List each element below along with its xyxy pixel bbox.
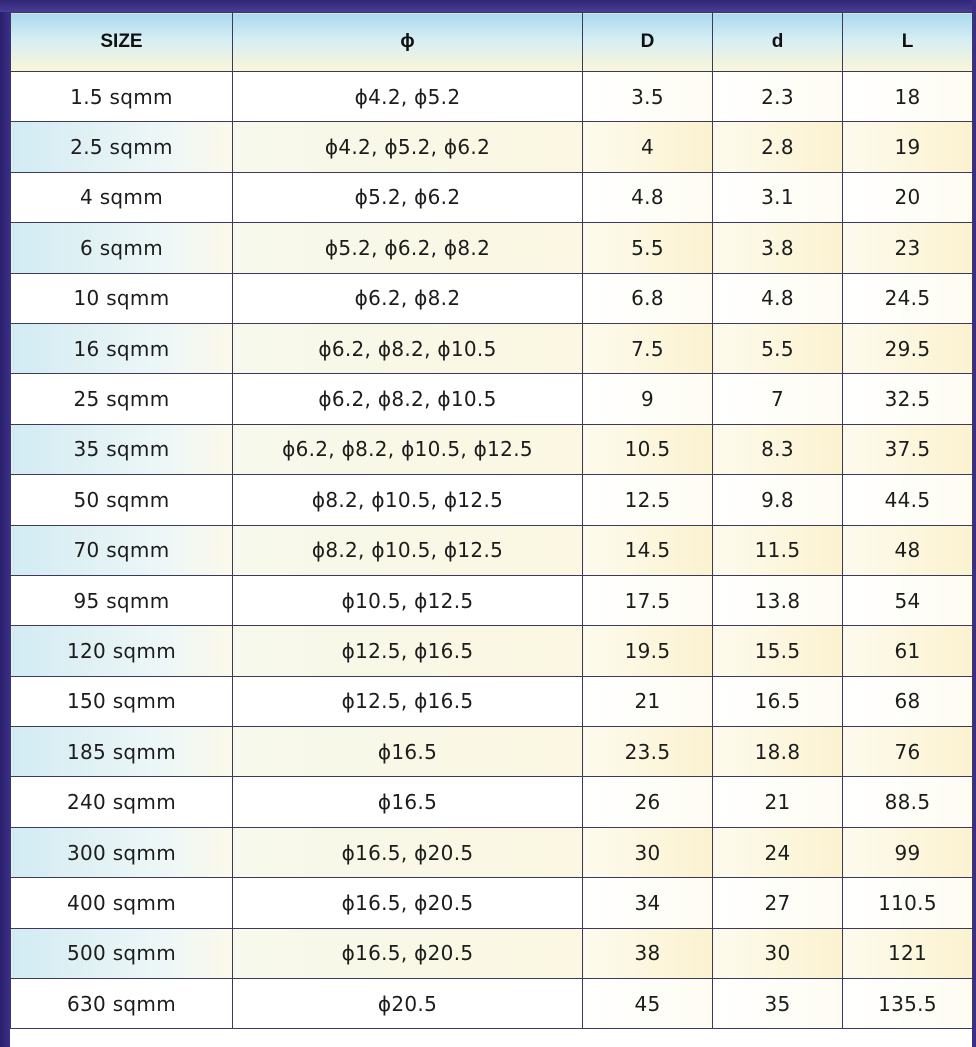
cell-phi: ϕ16.5, ϕ20.5 xyxy=(233,827,583,877)
column-header-D: D xyxy=(583,13,713,72)
table-body xyxy=(11,72,973,1029)
table-row xyxy=(11,72,973,122)
column-header-phi: ϕ xyxy=(233,13,583,72)
cell-d-inner: 15.5 xyxy=(713,626,843,676)
cell-size: 630 sqmm xyxy=(11,979,233,1029)
cell-l: 88.5 xyxy=(843,777,973,827)
cell-phi: ϕ16.5 xyxy=(233,727,583,777)
cell-d-inner: 8.3 xyxy=(713,424,843,474)
cell-d-inner: 24 xyxy=(713,827,843,877)
cell-size: 400 sqmm xyxy=(11,878,233,928)
cell-l: 121 xyxy=(843,928,973,978)
header-row xyxy=(11,13,973,72)
table-row xyxy=(11,626,973,676)
frame-top-border xyxy=(0,0,976,12)
table-row xyxy=(11,223,973,273)
table-row xyxy=(11,928,973,978)
cell-d-outer: 5.5 xyxy=(583,223,713,273)
cell-d-inner: 21 xyxy=(713,777,843,827)
cell-l: 24.5 xyxy=(843,273,973,323)
cell-d-outer: 17.5 xyxy=(583,575,713,625)
cell-d-outer: 9 xyxy=(583,374,713,424)
cell-phi: ϕ4.2, ϕ5.2 xyxy=(233,72,583,122)
cell-l: 44.5 xyxy=(843,475,973,525)
cell-d-outer: 30 xyxy=(583,827,713,877)
frame-left-border xyxy=(0,0,10,1047)
table-row xyxy=(11,323,973,373)
cell-l: 61 xyxy=(843,626,973,676)
cell-l: 110.5 xyxy=(843,878,973,928)
cell-d-outer: 4 xyxy=(583,122,713,172)
cell-phi: ϕ6.2, ϕ8.2, ϕ10.5 xyxy=(233,323,583,373)
cell-d-outer: 6.8 xyxy=(583,273,713,323)
cell-phi: ϕ8.2, ϕ10.5, ϕ12.5 xyxy=(233,475,583,525)
cell-d-outer: 7.5 xyxy=(583,323,713,373)
cell-d-inner: 27 xyxy=(713,878,843,928)
cell-phi: ϕ12.5, ϕ16.5 xyxy=(233,626,583,676)
cell-size: 10 sqmm xyxy=(11,273,233,323)
cell-phi: ϕ20.5 xyxy=(233,979,583,1029)
cell-size: 4 sqmm xyxy=(11,172,233,222)
cell-d-outer: 34 xyxy=(583,878,713,928)
cell-d-outer: 14.5 xyxy=(583,525,713,575)
cell-l: 32.5 xyxy=(843,374,973,424)
cell-phi: ϕ16.5, ϕ20.5 xyxy=(233,878,583,928)
cell-size: 150 sqmm xyxy=(11,676,233,726)
table-row xyxy=(11,676,973,726)
cell-d-inner: 3.8 xyxy=(713,223,843,273)
cell-phi: ϕ5.2, ϕ6.2, ϕ8.2 xyxy=(233,223,583,273)
cell-d-outer: 4.8 xyxy=(583,172,713,222)
cell-d-outer: 3.5 xyxy=(583,72,713,122)
column-header-L: L xyxy=(843,13,973,72)
cell-l: 18 xyxy=(843,72,973,122)
cell-size: 16 sqmm xyxy=(11,323,233,373)
cell-d-inner: 3.1 xyxy=(713,172,843,222)
cell-d-inner: 9.8 xyxy=(713,475,843,525)
cell-size: 6 sqmm xyxy=(11,223,233,273)
cell-d-inner: 11.5 xyxy=(713,525,843,575)
cell-l: 48 xyxy=(843,525,973,575)
cell-phi: ϕ8.2, ϕ10.5, ϕ12.5 xyxy=(233,525,583,575)
table-row xyxy=(11,827,973,877)
cell-phi: ϕ10.5, ϕ12.5 xyxy=(233,575,583,625)
cell-size: 50 sqmm xyxy=(11,475,233,525)
cell-phi: ϕ6.2, ϕ8.2 xyxy=(233,273,583,323)
cell-size: 185 sqmm xyxy=(11,727,233,777)
cell-l: 29.5 xyxy=(843,323,973,373)
cell-size: 120 sqmm xyxy=(11,626,233,676)
cell-size: 25 sqmm xyxy=(11,374,233,424)
cell-d-inner: 5.5 xyxy=(713,323,843,373)
cell-size: 70 sqmm xyxy=(11,525,233,575)
cell-size: 35 sqmm xyxy=(11,424,233,474)
cell-phi: ϕ5.2, ϕ6.2 xyxy=(233,172,583,222)
cell-l: 37.5 xyxy=(843,424,973,474)
cell-l: 68 xyxy=(843,676,973,726)
cell-size: 240 sqmm xyxy=(11,777,233,827)
cell-d-outer: 26 xyxy=(583,777,713,827)
table-row xyxy=(11,122,973,172)
cell-d-inner: 7 xyxy=(713,374,843,424)
cell-phi: ϕ16.5 xyxy=(233,777,583,827)
cell-l: 76 xyxy=(843,727,973,777)
table-row xyxy=(11,475,973,525)
table-row xyxy=(11,777,973,827)
table-row xyxy=(11,979,973,1029)
cell-d-inner: 16.5 xyxy=(713,676,843,726)
table-row xyxy=(11,424,973,474)
table-row xyxy=(11,727,973,777)
cell-d-inner: 35 xyxy=(713,979,843,1029)
cell-d-outer: 23.5 xyxy=(583,727,713,777)
cell-phi: ϕ4.2, ϕ5.2, ϕ6.2 xyxy=(233,122,583,172)
cell-d-inner: 18.8 xyxy=(713,727,843,777)
cell-l: 54 xyxy=(843,575,973,625)
cell-size: 95 sqmm xyxy=(11,575,233,625)
column-header-size: SIZE xyxy=(11,13,233,72)
table-row xyxy=(11,374,973,424)
cell-phi: ϕ6.2, ϕ8.2, ϕ10.5 xyxy=(233,374,583,424)
cell-l: 135.5 xyxy=(843,979,973,1029)
cell-d-outer: 10.5 xyxy=(583,424,713,474)
cell-d-outer: 21 xyxy=(583,676,713,726)
table-row xyxy=(11,273,973,323)
cell-l: 23 xyxy=(843,223,973,273)
cell-d-inner: 2.3 xyxy=(713,72,843,122)
cell-phi: ϕ6.2, ϕ8.2, ϕ10.5, ϕ12.5 xyxy=(233,424,583,474)
cell-d-inner: 4.8 xyxy=(713,273,843,323)
cell-size: 1.5 sqmm xyxy=(11,72,233,122)
cell-d-outer: 19.5 xyxy=(583,626,713,676)
cell-d-inner: 2.8 xyxy=(713,122,843,172)
lug-size-table xyxy=(10,12,973,1029)
cell-d-inner: 30 xyxy=(713,928,843,978)
column-header-d: d xyxy=(713,13,843,72)
cell-d-outer: 45 xyxy=(583,979,713,1029)
cell-l: 99 xyxy=(843,827,973,877)
table-row xyxy=(11,172,973,222)
table-row xyxy=(11,525,973,575)
cell-l: 19 xyxy=(843,122,973,172)
cell-phi: ϕ16.5, ϕ20.5 xyxy=(233,928,583,978)
cell-size: 300 sqmm xyxy=(11,827,233,877)
cell-d-outer: 12.5 xyxy=(583,475,713,525)
table-row xyxy=(11,878,973,928)
cell-size: 2.5 sqmm xyxy=(11,122,233,172)
cell-d-inner: 13.8 xyxy=(713,575,843,625)
cell-phi: ϕ12.5, ϕ16.5 xyxy=(233,676,583,726)
table-row xyxy=(11,575,973,625)
cell-size: 500 sqmm xyxy=(11,928,233,978)
cell-d-outer: 38 xyxy=(583,928,713,978)
cell-l: 20 xyxy=(843,172,973,222)
